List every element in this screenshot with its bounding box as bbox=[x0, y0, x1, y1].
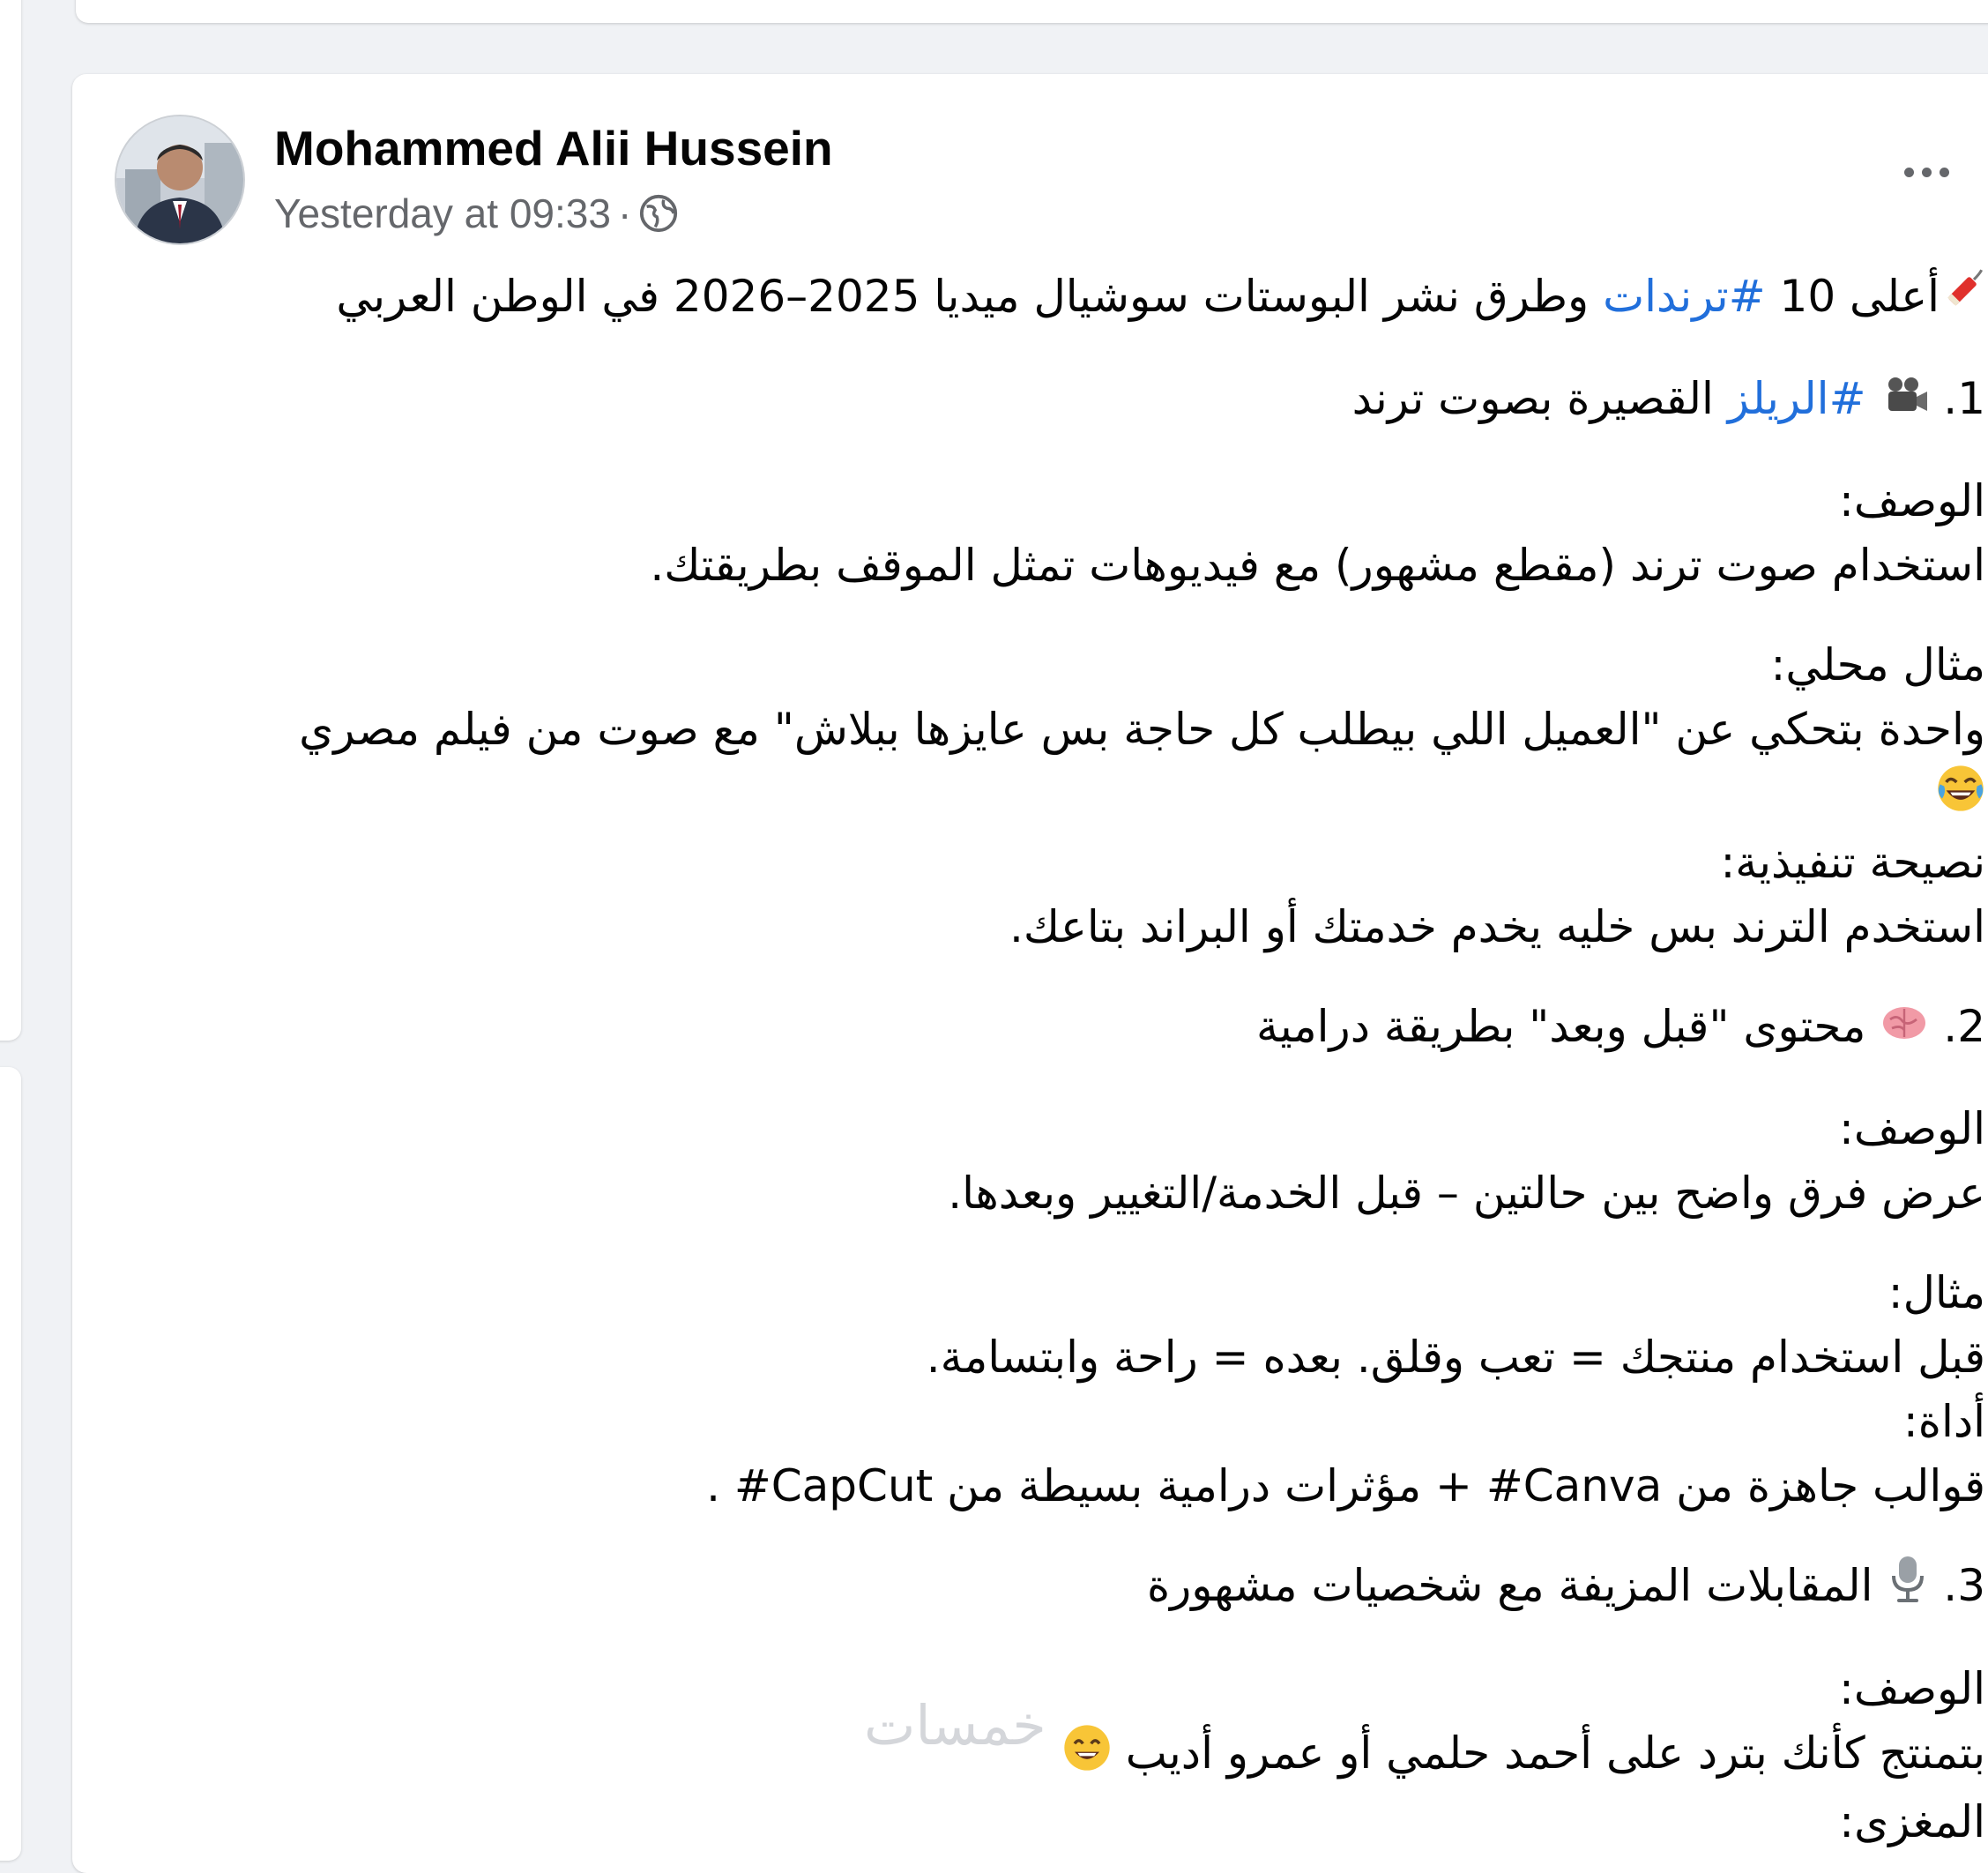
grinning-face-icon bbox=[1062, 1723, 1112, 1790]
item2-example-label: مثال: bbox=[1887, 1266, 1985, 1318]
adjacent-card-left-lower bbox=[0, 1067, 21, 1861]
item1-title: القصيرة بصوت ترند bbox=[1351, 373, 1728, 424]
item2-tool-label: أداة: bbox=[1902, 1395, 1985, 1447]
item1-tip-text: استخدم الترند بس خليه يخدم خدمتك أو البراند بتاعك. bbox=[1009, 900, 1985, 952]
item3-title: المقابلات المزيفة مع شخصيات مشهورة bbox=[1146, 1559, 1873, 1611]
item1-heading bbox=[141, 367, 1985, 434]
post-timestamp[interactable]: Yesterday at 09:33 bbox=[274, 190, 611, 236]
item3-number: 3. bbox=[1943, 1559, 1985, 1611]
more-options-icon bbox=[1904, 168, 1949, 177]
post-meta bbox=[274, 187, 679, 240]
item3-desc-text: بتمنتج كأنك بترد على أحمد حلمي أو عمرو أديب bbox=[1125, 1727, 1985, 1779]
laughing-face-icon bbox=[1936, 764, 1985, 831]
item1-example-emoji-line bbox=[141, 762, 1985, 831]
globe-icon[interactable] bbox=[638, 193, 679, 234]
item1-example-label: مثال محلي: bbox=[1770, 639, 1985, 690]
item1-number: 1. bbox=[1943, 373, 1985, 424]
item1-desc-label: الوصف: bbox=[1838, 475, 1985, 526]
author-avatar[interactable] bbox=[115, 115, 245, 245]
item2-desc-label: الوصف: bbox=[1838, 1102, 1985, 1154]
hashtag-trends[interactable]: #ترندات bbox=[1603, 271, 1766, 322]
post-title-text-after: وطرق نشر البوستات سوشيال ميديا 2025–2026 في الوطن العربي bbox=[336, 271, 1604, 322]
item1-desc-text: استخدام صوت ترند (مقطع مشهور) مع فيديوهات تمثل الموقف بطريقتك. bbox=[650, 540, 1985, 591]
brain-icon bbox=[1880, 997, 1929, 1062]
item3-moral-label: المغزى: bbox=[1839, 1795, 1985, 1847]
movie-camera-icon bbox=[1880, 369, 1929, 434]
meta-separator: · bbox=[617, 190, 632, 236]
watermark: خمسات bbox=[864, 1693, 1046, 1757]
post-title-line bbox=[141, 265, 1985, 332]
item3-heading bbox=[141, 1554, 1985, 1623]
item2-heading bbox=[141, 995, 1985, 1062]
item1-example-text: واحدة بتحكي عن "العميل اللي بيطلب كل حاجة بس عايزها ببلاش" مع صوت من فيلم مصري bbox=[299, 704, 1985, 755]
item1-tip-label: نصيحة تنفيذية: bbox=[1720, 836, 1985, 888]
item3-desc-line bbox=[141, 1721, 1985, 1790]
item2-example-text: قبل استخدام منتجك = تعب وقلق. بعده = راحة وابتسامة. bbox=[926, 1331, 1985, 1383]
post-options-button[interactable] bbox=[1878, 141, 1975, 203]
post-title-text-before: أعلى 10 bbox=[1765, 271, 1940, 322]
item2-desc-text: عرض فرق واضح بين حالتين – قبل الخدمة/التغيير وبعدها. bbox=[948, 1167, 1985, 1219]
previous-post-card bbox=[76, 0, 1988, 23]
item2-tool-text: قوالب جاهزة من Canva# + مؤثرات درامية بسيطة من CapCut# . bbox=[706, 1459, 1985, 1511]
microphone-icon bbox=[1887, 1555, 1929, 1622]
post-author-name[interactable]: Mohammed Alii Hussein bbox=[274, 121, 833, 175]
firecracker-icon bbox=[1940, 267, 1985, 332]
item2-title: محتوى "قبل وبعد" بطريقة درامية bbox=[1255, 1000, 1866, 1052]
post-body bbox=[141, 265, 1985, 1854]
hashtag-reels[interactable]: #الريلز bbox=[1727, 373, 1866, 424]
item3-desc-label: الوصف: bbox=[1838, 1663, 1985, 1714]
item2-number: 2. bbox=[1943, 1000, 1985, 1052]
adjacent-card-left bbox=[0, 0, 21, 1041]
